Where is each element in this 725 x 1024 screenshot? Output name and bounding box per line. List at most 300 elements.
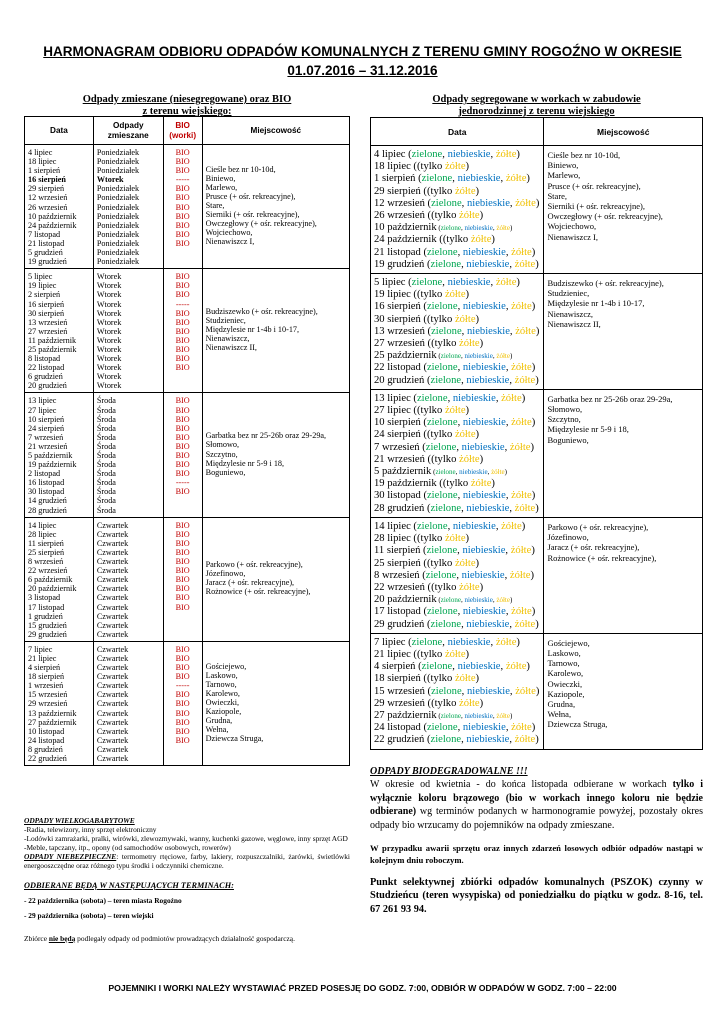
weekday-item: Środa xyxy=(96,414,116,424)
date-item: 29 sierpień xyxy=(28,184,65,194)
yellow-label: żółte xyxy=(515,197,536,209)
bio-flag xyxy=(167,630,199,639)
weekday-item: Czwartek xyxy=(96,566,129,576)
comma: , xyxy=(509,502,515,514)
bag-colors xyxy=(421,301,535,312)
date-text: 18 sierpień xyxy=(374,673,421,685)
place-item: Rożnowice (+ ośr. rekreacyjne), xyxy=(205,587,311,597)
bio-flag xyxy=(167,381,199,390)
place-item: Garbatka bez nr 25-26b oraz 29-29a, xyxy=(547,393,673,404)
date-text: 11 sierpień xyxy=(374,545,421,557)
yellow-label: żółte xyxy=(459,453,480,465)
date-item: 16 sierpień xyxy=(28,175,66,185)
blue-label: niebieskie xyxy=(464,352,493,361)
bio-flag: BIO xyxy=(175,184,190,194)
comma: , xyxy=(505,417,512,429)
only-label: (tylko xyxy=(426,429,455,441)
comma: , xyxy=(461,734,467,746)
yellow-label: żółte xyxy=(496,711,510,720)
bio-flag: BIO xyxy=(175,584,190,594)
place-item: Marlewo, xyxy=(205,182,238,192)
comma: , xyxy=(457,362,463,374)
date-text: 19 październik xyxy=(374,478,437,490)
bio-cell xyxy=(163,517,202,641)
bio-flag: BIO xyxy=(175,317,190,327)
weekdays-cell xyxy=(93,269,163,393)
close-paren: ) xyxy=(465,648,470,660)
place-item: Cieśle bez nr 10-10d, xyxy=(205,164,276,174)
schedule-group-row xyxy=(25,517,350,641)
places-cell xyxy=(544,389,703,517)
bio-flag: BIO xyxy=(175,690,190,700)
collection-date-line xyxy=(374,338,540,350)
open-paren: ( xyxy=(436,352,441,361)
date-item: 10 sierpień xyxy=(28,414,65,424)
weekday-item: Czwartek xyxy=(96,726,129,736)
close-paren: ) xyxy=(531,722,536,734)
only-label: (tylko xyxy=(431,453,460,465)
weekday-item: Czwartek xyxy=(96,681,129,691)
right-caption: Odpady segregowane w workach w zabudowie jednorodzinnej z terenu wiejskiego xyxy=(432,94,641,117)
yellow-label: żółte xyxy=(511,301,532,313)
blue-label: niebieskie xyxy=(447,277,491,289)
weekday-item: Wtorek xyxy=(96,299,122,309)
bio-cell xyxy=(163,269,202,393)
yellow-label: żółte xyxy=(511,362,532,374)
green-label: zielone xyxy=(416,520,448,532)
date-item: 24 listopad xyxy=(28,735,65,745)
weekdays-cell xyxy=(93,641,163,765)
places-cell xyxy=(202,641,349,765)
yellow-label: żółte xyxy=(459,210,480,222)
open-paren: ( xyxy=(424,197,432,209)
weekday-item: Środa xyxy=(96,423,116,433)
weekday-item: Czwartek xyxy=(96,629,129,639)
green-label: zielone xyxy=(426,301,458,313)
only-label: (tylko xyxy=(442,478,471,490)
bio-flag xyxy=(167,745,199,754)
bio-flag: BIO xyxy=(175,238,190,248)
collection-date-line xyxy=(374,362,540,374)
yellow-label: żółte xyxy=(511,606,532,618)
close-paren: ) xyxy=(535,374,539,386)
bag-colors xyxy=(437,596,513,604)
weekday-item: Środa xyxy=(96,405,116,415)
date-item: 13 wrzesień xyxy=(28,317,68,327)
green-label: zielone xyxy=(431,685,462,697)
collection-date-line xyxy=(374,594,540,606)
comma: , xyxy=(457,246,463,258)
bag-colors xyxy=(425,582,483,593)
segregated-group-row xyxy=(371,274,703,390)
close-paren: ) xyxy=(465,289,470,301)
close-paren: ) xyxy=(531,301,536,313)
weekday-item: Poniedziałek xyxy=(96,229,140,239)
date-text: 1 sierpień xyxy=(374,173,416,185)
bag-colors xyxy=(421,558,479,569)
comma: , xyxy=(442,636,448,648)
date-item: 26 wrzesień xyxy=(28,202,68,212)
date-text: 5 październik xyxy=(374,466,432,478)
page-title: HARMONAGRAM ODBIORU ODPADÓW KOMUNALNYCH Z TERENU GMINY ROGOŹNO W OKRESIE xyxy=(43,44,682,59)
close-paren: ) xyxy=(509,711,513,720)
bag-colors xyxy=(420,442,534,453)
place-item: Wełna, xyxy=(547,709,572,720)
close-paren: ) xyxy=(479,210,484,222)
date-text: 30 sierpień xyxy=(374,313,421,325)
bio-flag: BIO xyxy=(175,602,190,612)
places-cell xyxy=(202,393,349,517)
comma: , xyxy=(456,569,462,581)
close-paren: ) xyxy=(535,197,540,209)
bulky-line: -Meble, tapczany, itp., opony (od samochodów osobowych, rowerów) xyxy=(24,843,231,853)
open-paren: ( xyxy=(436,711,441,720)
date-text: 28 lipiec xyxy=(374,533,411,545)
date-item: 4 sierpień xyxy=(28,663,61,673)
place-item: Owczegłowy (+ ośr. rekreacyjne), xyxy=(547,211,663,222)
bio-flag: ----- xyxy=(175,478,190,488)
weekday-item: Wtorek xyxy=(96,272,122,282)
weekday-item: Wtorek xyxy=(96,381,122,391)
collection-date-line xyxy=(374,417,540,429)
bag-colors xyxy=(405,277,519,288)
weekday-item: Wtorek xyxy=(96,290,122,300)
yellow-label: żółte xyxy=(510,545,532,557)
weekday-item: Środa xyxy=(96,441,116,451)
date-item: 10 listopad xyxy=(28,726,65,736)
open-paren: ( xyxy=(405,636,412,648)
collection-date-line xyxy=(374,686,540,698)
biodegradable-title: ODPADY BIODEGRADOWALNE !!! xyxy=(370,766,528,777)
yellow-label: żółte xyxy=(511,246,532,258)
bulky-waste-title: ODPADY WIELKOGABARYTOWE xyxy=(24,816,135,825)
close-paren: ) xyxy=(531,545,535,557)
header-bio: BIO (worki) xyxy=(163,117,202,145)
comma: , xyxy=(461,374,467,386)
open-paren: ( xyxy=(424,502,431,514)
close-paren: ) xyxy=(475,313,480,325)
date-text: 26 wrzesień xyxy=(374,210,425,222)
bag-colors xyxy=(421,417,535,428)
yellow-label: żółte xyxy=(496,352,510,361)
place-item: Prusce (+ ośr. rekreacyjne), xyxy=(547,180,641,191)
header-date: Data xyxy=(25,117,94,145)
blue-label: niebieskie xyxy=(457,661,501,673)
header-date: Data xyxy=(371,118,544,146)
bio-flag xyxy=(167,257,199,266)
open-paren: ( xyxy=(424,338,432,350)
close-paren: ) xyxy=(531,246,536,258)
bag-colors xyxy=(405,637,519,648)
places-wrap xyxy=(206,431,346,476)
comma: , xyxy=(457,301,463,313)
bag-colors xyxy=(425,686,539,697)
bio-flag: BIO xyxy=(175,272,190,282)
yellow-label: żółte xyxy=(509,569,531,581)
collection-date-line xyxy=(374,722,540,734)
collection-date-line xyxy=(374,247,540,259)
place-item: Nienawiszcz, xyxy=(547,308,593,319)
date-text: 16 sierpień xyxy=(374,301,421,313)
collection-date-line xyxy=(374,289,540,301)
weekday-item: Poniedziałek xyxy=(96,248,140,258)
green-label: zielone xyxy=(425,441,457,453)
date-item: 28 lipiec xyxy=(28,529,57,539)
open-paren: ( xyxy=(424,325,432,337)
place-item: Sierniki (+ ośr. rekreacyjne), xyxy=(205,210,300,220)
footer-note: POJEMNIKI I WORKI NALEŻY WYSTAWIAĆ PRZED POSESJĘ DO GODZ. 7:00, ODBIÓR W ODPADÓW W GODZ. 7:00 – 22:00 xyxy=(108,983,617,993)
bio-flag: BIO xyxy=(175,644,190,654)
bio-flag: BIO xyxy=(175,520,190,530)
close-paren: ) xyxy=(516,149,520,160)
close-paren: ) xyxy=(475,185,480,197)
bio-flag: BIO xyxy=(175,451,190,460)
green-label: zielone xyxy=(440,711,461,720)
open-paren: ( xyxy=(424,258,431,270)
blue-label: niebieskie xyxy=(464,224,493,233)
yellow-label: żółte xyxy=(495,277,517,289)
green-label: zielone xyxy=(426,362,458,374)
bag-colors xyxy=(425,698,483,709)
open-paren: ( xyxy=(410,161,417,173)
bio-flag xyxy=(167,372,199,381)
green-label: zielone xyxy=(435,468,456,477)
green-label: zielone xyxy=(425,569,457,581)
blue-label: niebieskie xyxy=(462,545,506,557)
date-item: 20 październik xyxy=(28,584,77,594)
green-label: zielone xyxy=(440,224,461,233)
comma: , xyxy=(461,258,467,270)
bag-colors xyxy=(411,289,469,300)
comma: , xyxy=(457,545,463,557)
close-paren: ) xyxy=(531,362,536,374)
bio-flag: BIO xyxy=(175,529,190,539)
date-item: 25 październik xyxy=(28,344,77,354)
close-paren: ) xyxy=(531,606,536,618)
place-item: Międzylesie nr 1-4b i 10-17, xyxy=(547,298,645,309)
weekday-item: Czwartek xyxy=(96,717,129,727)
yellow-label: żółte xyxy=(459,697,480,709)
yellow-label: żółte xyxy=(454,429,476,441)
bag-colors xyxy=(421,247,535,258)
collection-date-line xyxy=(374,545,540,557)
comma: , xyxy=(452,661,458,673)
bio-flag: BIO xyxy=(175,157,190,167)
bag-colors xyxy=(431,468,507,476)
weekday-item: Środa xyxy=(96,451,116,460)
blue-label: niebieskie xyxy=(462,722,506,734)
bio-cell xyxy=(163,393,202,517)
collection-date-line xyxy=(374,570,540,582)
bio-flag: BIO xyxy=(175,487,190,497)
date-text: 22 grudzień xyxy=(374,734,425,746)
segregated-group-row xyxy=(371,633,703,749)
comma: , xyxy=(505,362,512,374)
place-item: Grudna, xyxy=(205,716,233,726)
date-item: 5 lipiec xyxy=(28,272,53,282)
comma: , xyxy=(509,685,516,697)
weekday-item: Poniedziałek xyxy=(96,220,140,230)
comma: , xyxy=(460,711,465,720)
collection-date-line xyxy=(374,698,540,710)
date-item: 24 październik xyxy=(28,220,77,230)
yellow-label: żółte xyxy=(470,234,492,246)
weekday-item: Czwartek xyxy=(96,575,129,585)
yellow-label: żółte xyxy=(454,185,476,197)
weekday-item: Czwartek xyxy=(96,538,129,548)
place-item: Józefinowo, xyxy=(547,532,589,543)
yellow-label: żółte xyxy=(444,289,466,301)
place-item: Owieczki, xyxy=(205,697,240,707)
green-label: zielone xyxy=(431,197,462,209)
comma: , xyxy=(457,722,463,734)
bio-flag: BIO xyxy=(175,354,190,364)
close-paren: ) xyxy=(479,581,484,593)
bio-flag: BIO xyxy=(175,396,190,406)
close-paren: ) xyxy=(516,277,520,289)
date-item: 18 sierpień xyxy=(28,672,65,682)
blue-label: niebieskie xyxy=(466,258,510,270)
places-wrap xyxy=(206,662,346,744)
place-item: Laskowo, xyxy=(547,647,581,658)
open-paren: ( xyxy=(420,673,427,685)
bag-colors xyxy=(420,570,534,581)
comma: , xyxy=(509,325,516,337)
close-paren: ) xyxy=(479,338,484,350)
bag-colors xyxy=(437,352,513,360)
open-paren: ( xyxy=(420,246,427,258)
place-item: Grudna, xyxy=(547,698,576,709)
green-label: zielone xyxy=(411,149,443,160)
weekday-item: Wtorek xyxy=(96,175,124,185)
close-paren: ) xyxy=(509,596,513,605)
collection-date-line xyxy=(374,558,540,570)
bio-flag: BIO xyxy=(175,663,190,673)
date-item: 21 listopad xyxy=(28,238,65,248)
bio-flag: BIO xyxy=(175,547,190,557)
only-label: (tylko xyxy=(431,697,460,709)
comma: , xyxy=(509,618,515,630)
date-item: 6 październik xyxy=(28,575,73,585)
comma: , xyxy=(461,502,467,514)
date-text: 13 lipiec xyxy=(374,392,411,404)
bio-flag: BIO xyxy=(175,344,190,354)
collection-date-line xyxy=(374,521,540,533)
comma: , xyxy=(504,441,510,453)
place-item: Biniewo, xyxy=(547,160,579,171)
yellow-label: żółte xyxy=(501,392,522,404)
date-text: 27 lipiec xyxy=(374,405,411,417)
open-paren: ( xyxy=(420,185,427,197)
bag-colors xyxy=(421,490,535,501)
place-item: Budziszewko (+ ośr. rekreacyjne), xyxy=(205,307,318,317)
bio-flag: BIO xyxy=(175,220,190,230)
place-item: Gościejewo, xyxy=(547,637,590,648)
collection-date-line xyxy=(374,466,540,478)
open-paren: ( xyxy=(424,374,431,386)
collection-date-line xyxy=(374,259,540,271)
place-item: Rożnowice (+ ośr. rekreacyjne), xyxy=(547,552,657,563)
collection-date-line xyxy=(374,734,540,746)
place-item: Tarnowo, xyxy=(205,679,237,689)
green-label: zielone xyxy=(430,374,462,386)
date-item: 8 wrzesień xyxy=(28,557,64,567)
green-label: zielone xyxy=(430,502,462,514)
date-text: 24 październik xyxy=(374,234,437,246)
bio-flag: BIO xyxy=(175,441,190,451)
collection-terms-title: ODBIERANE BĘDĄ W NASTĘPUJĄCYCH TERMINACH: xyxy=(24,880,234,890)
collection-date-line xyxy=(374,173,540,185)
green-label: zielone xyxy=(430,258,462,270)
place-item: Owieczki, xyxy=(547,678,583,689)
place-item: Gościejewo, xyxy=(205,661,247,671)
open-paren: ( xyxy=(420,313,427,325)
places-cell xyxy=(544,146,703,274)
place-item: Szczytno, xyxy=(205,449,238,459)
close-paren: ) xyxy=(530,441,535,453)
place-item: Międzylesie nr 5-9 i 18, xyxy=(205,458,285,468)
bio-flag: BIO xyxy=(175,308,190,318)
blue-label: niebieskie xyxy=(464,711,493,720)
weekday-item: Wtorek xyxy=(96,281,122,291)
bio-flag: BIO xyxy=(175,423,190,433)
close-paren: ) xyxy=(475,673,480,685)
weekday-item: Czwartek xyxy=(96,620,129,630)
open-paren: ( xyxy=(405,149,412,160)
place-item: Nienawiszcz II, xyxy=(547,318,601,329)
collection-date-line xyxy=(374,301,540,313)
close-paren: ) xyxy=(521,392,526,404)
blue-label: niebieskie xyxy=(466,734,510,746)
weekday-item: Wtorek xyxy=(96,344,122,354)
place-item: Wojciechowo, xyxy=(205,228,253,238)
collection-date-line xyxy=(374,582,540,594)
only-label: (tylko xyxy=(442,234,471,246)
date-item: 19 lipiec xyxy=(28,281,57,291)
green-label: zielone xyxy=(421,173,453,185)
comma: , xyxy=(460,224,465,233)
bag-colors xyxy=(425,338,483,349)
date-text: 24 sierpień xyxy=(374,429,421,441)
blue-label: niebieskie xyxy=(462,246,506,258)
date-text: 29 wrzesień xyxy=(374,697,425,709)
open-paren: ( xyxy=(424,210,432,222)
close-paren: ) xyxy=(535,618,539,630)
schedule-group-row xyxy=(25,641,350,765)
place-item: Nienawiszcz I, xyxy=(547,231,598,242)
place-item: Nienawiszcz I, xyxy=(205,237,255,247)
close-paren: ) xyxy=(521,520,526,532)
weekday-item: Wtorek xyxy=(96,308,122,318)
date-item: 27 październik xyxy=(28,717,77,727)
collection-date-line xyxy=(374,454,540,466)
collection-date-line xyxy=(374,186,540,198)
date-text: 25 sierpień xyxy=(374,557,421,569)
open-paren: ( xyxy=(420,429,427,441)
segregated-group-row xyxy=(371,389,703,517)
comma: , xyxy=(461,325,467,337)
blue-label: niebieskie xyxy=(466,618,510,630)
blue-label: niebieskie xyxy=(452,392,496,404)
bio-flag: BIO xyxy=(175,281,190,291)
comma: , xyxy=(505,722,512,734)
date-item: 12 wrzesień xyxy=(28,193,68,203)
bio-flag: ----- xyxy=(175,175,190,185)
bio-flag: BIO xyxy=(175,414,190,424)
open-paren: ( xyxy=(420,545,427,557)
date-text: 13 wrzesień xyxy=(374,325,425,337)
collection-date-line xyxy=(374,478,540,490)
